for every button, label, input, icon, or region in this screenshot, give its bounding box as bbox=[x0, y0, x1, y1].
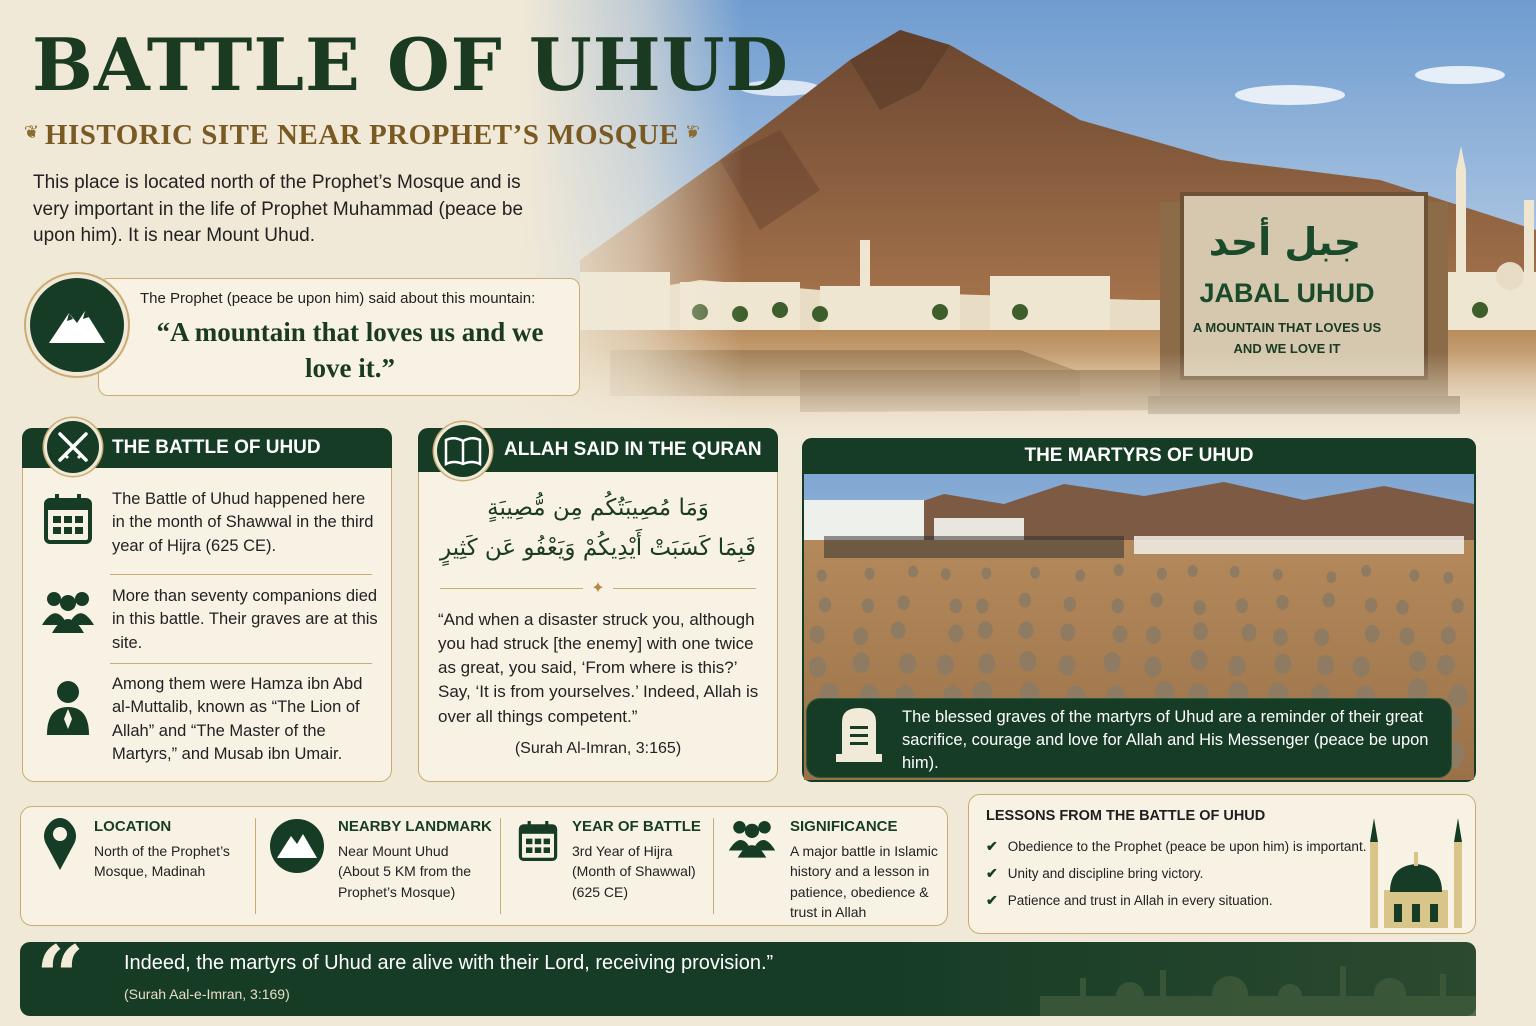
grave-stone bbox=[1365, 625, 1380, 643]
divider bbox=[255, 818, 256, 914]
saying-label: The Prophet (peace be upon him) said about this mountain: bbox=[140, 290, 536, 307]
grave-stone bbox=[1112, 598, 1124, 613]
page-title: BATTLE OF UHUD bbox=[32, 22, 789, 107]
mountain-icon bbox=[26, 274, 128, 376]
grave-stone bbox=[1193, 600, 1205, 615]
grave-stone bbox=[899, 653, 916, 674]
subtitle-row bbox=[32, 112, 692, 158]
grave-stone bbox=[1317, 655, 1334, 676]
quran-reference: (Surah Al-Imran, 3:165) bbox=[514, 740, 682, 757]
grave-stone bbox=[978, 654, 995, 675]
grave-stone bbox=[817, 569, 827, 581]
sign-line2: AND WE LOVE IT bbox=[1233, 341, 1341, 356]
grave-stone bbox=[1144, 656, 1161, 677]
fact-text: Near Mount Uhud (About 5 KM from the Prophet’s Mosque) bbox=[338, 843, 472, 900]
saying-quote: “A mountain that loves us and we love it.” bbox=[156, 317, 544, 384]
divider bbox=[713, 818, 714, 914]
grave-stone bbox=[1236, 598, 1248, 613]
grave-stone bbox=[809, 657, 826, 678]
grave-stone bbox=[1448, 684, 1468, 708]
divider bbox=[110, 574, 372, 575]
fact-text: A major battle in Islamic history and a lesson in patience, obedience & trust in Allah bbox=[790, 843, 938, 920]
fact-year bbox=[516, 818, 710, 918]
grave-stone bbox=[1113, 625, 1128, 643]
grave-stone bbox=[1276, 595, 1288, 610]
quran-arabic-line1: وَمَا مُصِيبَتُكُم مِن مُّصِيبَةٍ bbox=[487, 495, 709, 521]
grave-stone bbox=[1409, 651, 1426, 672]
grave-stone bbox=[1019, 621, 1034, 639]
grave-stone bbox=[1064, 597, 1076, 612]
martyrs-heading: THE MARTYRS OF UHUD bbox=[1024, 445, 1254, 466]
fact-text: North of the Prophet’s Mosque, Madinah bbox=[94, 843, 230, 880]
calendar-icon bbox=[516, 818, 560, 918]
grave-stone bbox=[1104, 652, 1121, 673]
calendar-icon bbox=[40, 488, 96, 558]
mosque-icon bbox=[1362, 812, 1470, 930]
battle-item-companions bbox=[40, 585, 380, 655]
grave-stone bbox=[897, 595, 909, 610]
fact-title: NEARBY LANDMARK bbox=[338, 818, 492, 835]
grave-stone bbox=[853, 628, 868, 646]
battle-heading: THE BATTLE OF UHUD bbox=[112, 437, 321, 458]
sign-name: JABAL UHUD bbox=[1199, 278, 1375, 308]
lesson-item bbox=[986, 892, 1273, 909]
gravestone-icon bbox=[830, 704, 888, 766]
lesson-text: Unity and discipline bring victory. bbox=[1007, 866, 1204, 881]
grave-stone bbox=[1157, 568, 1167, 580]
intro-text: This place is located north of the Prophet’s Mosque and is very important in the life of Prophet Muhammad (peace be upon him). It is near Mount Uhud. bbox=[33, 172, 524, 247]
lesson-text: Obedience to the Prophet (peace be upon him) is important. bbox=[1007, 839, 1367, 854]
quran-arabic-line2: فَبِمَا كَسَبَتْ أَيْدِيكُمْ وَيَعْفُو عَن كَثِيرٍ bbox=[440, 535, 756, 562]
grave-stone bbox=[1019, 651, 1036, 672]
group-icon bbox=[40, 585, 96, 655]
person-icon bbox=[40, 673, 96, 767]
check-icon: ✔ bbox=[986, 892, 998, 908]
grave-stone bbox=[1191, 650, 1208, 671]
grave-stone bbox=[819, 597, 831, 612]
grave-stone bbox=[1400, 627, 1415, 645]
fact-title: LOCATION bbox=[94, 818, 172, 835]
grave-stone bbox=[981, 567, 991, 579]
battle-item-hamza bbox=[40, 673, 380, 767]
location-pin-icon bbox=[38, 818, 82, 918]
divider bbox=[500, 818, 501, 914]
lesson-item bbox=[986, 838, 1366, 855]
divider bbox=[110, 663, 372, 664]
quote-mark-icon: “ bbox=[36, 927, 85, 1026]
lesson-text: Patience and trust in Allah in every situation. bbox=[1007, 893, 1273, 908]
grave-stone bbox=[865, 568, 875, 580]
grave-stone bbox=[891, 622, 906, 640]
battle-item-text: More than seventy companions died in this battle. Their graves are at this site. bbox=[112, 587, 378, 652]
fact-location bbox=[38, 818, 248, 918]
martyrs-header bbox=[802, 438, 1476, 474]
ornament-right bbox=[689, 134, 692, 136]
grave-stone bbox=[1242, 624, 1257, 642]
grave-stone bbox=[853, 652, 870, 673]
battle-item-text: The Battle of Uhud happened here in the month of Shawwal in the third year of Hijra (625 CE). bbox=[112, 490, 374, 555]
grave-stone bbox=[1058, 655, 1075, 676]
grave-stone bbox=[1188, 565, 1198, 577]
grave-stone bbox=[1441, 627, 1456, 645]
grave-stone bbox=[1273, 628, 1288, 646]
quran-book-icon bbox=[434, 422, 492, 480]
mountain-icon bbox=[268, 818, 326, 918]
grave-stone bbox=[810, 626, 825, 644]
battle-item-date bbox=[40, 488, 380, 558]
grave-stone bbox=[976, 599, 988, 614]
grave-stone bbox=[1361, 565, 1371, 577]
grave-stone bbox=[949, 625, 964, 643]
lesson-item bbox=[986, 865, 1203, 882]
bottom-quote: Indeed, the martyrs of Uhud are alive with their Lord, receiving provision.” bbox=[124, 952, 774, 974]
quran-heading: ALLAH SAID IN THE QURAN bbox=[504, 439, 762, 460]
grave-stone bbox=[908, 566, 918, 578]
grave-stone bbox=[978, 621, 993, 639]
grave-stone bbox=[1075, 569, 1085, 581]
grave-stone bbox=[1273, 569, 1283, 581]
check-icon: ✔ bbox=[986, 838, 998, 854]
martyrs-caption: The blessed graves of the martyrs of Uhud are a reminder of their great sacrifice, courage and love for Allah and His Messenger (peace be upon him). bbox=[902, 708, 1429, 772]
quran-arabic bbox=[430, 488, 766, 569]
grave-stone bbox=[1396, 600, 1408, 615]
group-icon bbox=[726, 818, 778, 918]
grave-stone bbox=[862, 598, 874, 613]
grave-stone bbox=[1326, 571, 1336, 583]
grave-stone bbox=[1228, 656, 1245, 677]
sign-line1: A MOUNTAIN THAT LOVES US bbox=[1192, 320, 1382, 335]
grave-stone bbox=[937, 655, 954, 676]
grave-stone bbox=[1409, 569, 1419, 581]
fact-title: YEAR OF BATTLE bbox=[572, 818, 701, 835]
grave-stone bbox=[1443, 572, 1453, 584]
grave-stone bbox=[1230, 566, 1240, 578]
battle-item-text: Among them were Hamza ibn Abd al-Muttalib, known as “The Lion of Allah” and “The Master of the Martyrs,” and Musab ibn Umair. bbox=[112, 675, 363, 764]
fact-significance bbox=[726, 818, 946, 918]
grave-stone bbox=[1146, 626, 1161, 644]
check-icon: ✔ bbox=[986, 865, 998, 881]
grave-stone bbox=[941, 568, 951, 580]
lessons-title: LESSONS FROM THE BATTLE OF UHUD bbox=[986, 808, 1266, 824]
grave-stone bbox=[1451, 598, 1463, 613]
quran-card bbox=[418, 428, 778, 782]
grave-stone bbox=[1315, 629, 1330, 647]
bottom-reference: (Surah Aal-e-Imran, 3:169) bbox=[124, 986, 290, 1002]
page-subtitle: HISTORIC SITE NEAR PROPHET’S MOSQUE bbox=[44, 118, 680, 151]
ornament-left bbox=[32, 134, 35, 136]
grave-stone bbox=[1353, 656, 1370, 677]
grave-stone bbox=[1437, 655, 1454, 676]
city-skyline-icon bbox=[1040, 950, 1476, 1016]
grave-stone bbox=[950, 599, 962, 614]
grave-stone bbox=[1030, 567, 1040, 579]
grave-stone bbox=[1193, 622, 1208, 640]
quran-translation: “And when a disaster struck you, although you had struck [the enemy] with one twice as great, you said, ‘From where is this?’ Say, ‘It is from yourselves.’ Indeed, Allah is over all things competent.” bbox=[438, 610, 759, 726]
sign-arabic: جبل أحد bbox=[1208, 220, 1362, 264]
grave-stone bbox=[1323, 593, 1335, 608]
crossed-swords-icon bbox=[44, 418, 102, 476]
fact-landmark bbox=[268, 818, 492, 918]
fact-title: SIGNIFICANCE bbox=[790, 818, 898, 835]
star-divider bbox=[440, 578, 756, 598]
star-icon: ✦ bbox=[591, 580, 605, 597]
grave-stone bbox=[1060, 623, 1075, 641]
grave-stone bbox=[1365, 598, 1377, 613]
grave-stone bbox=[1274, 654, 1291, 675]
fact-text: 3rd Year of Hijra (Month of Shawwal) (625 CE) bbox=[572, 843, 696, 900]
grave-stone bbox=[1019, 593, 1031, 608]
grave-stone bbox=[1114, 564, 1124, 576]
grave-stone bbox=[1150, 593, 1162, 608]
